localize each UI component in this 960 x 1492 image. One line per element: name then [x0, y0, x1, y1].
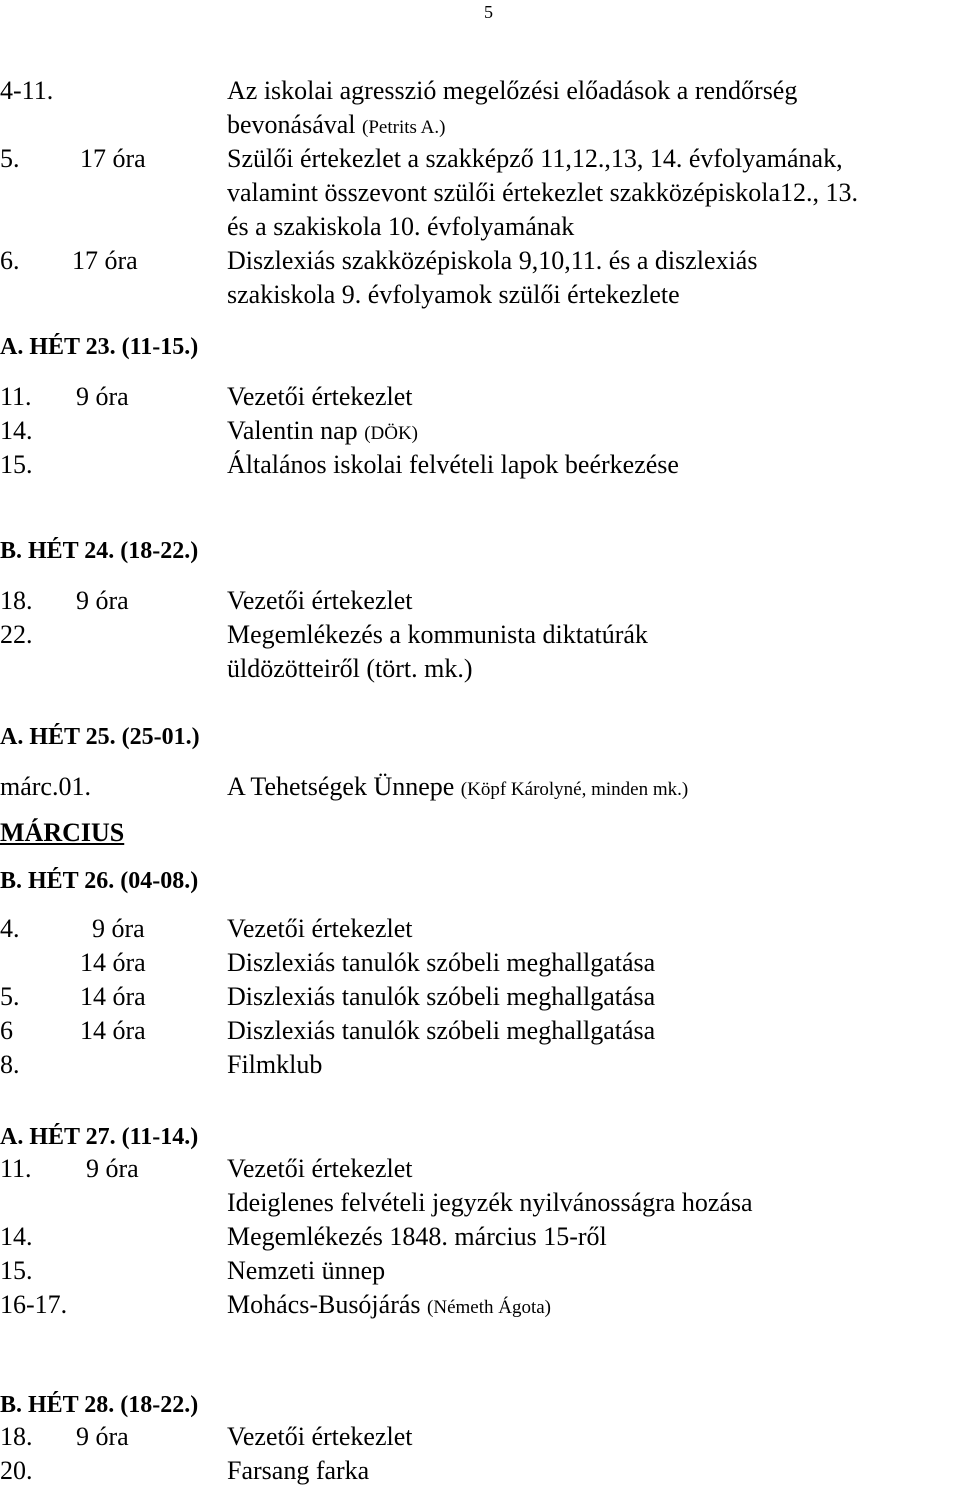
week-heading: B. HÉT 24. (18-22.): [0, 538, 199, 564]
week-heading: A. HÉT 27. (11-14.): [0, 1124, 199, 1150]
entry-text: Vezetői értekezlet: [227, 1422, 413, 1451]
entry-text: Diszlexiás tanulók szóbeli meghallgatása: [227, 948, 656, 977]
entry-time: 9 óra: [76, 1422, 129, 1451]
entry-date: 16-17.: [0, 1290, 68, 1319]
entry-text: Vezetői értekezlet: [227, 586, 413, 615]
entry-text: Diszlexiás szakközépiskola 9,10,11. és a diszlexiás: [227, 246, 758, 275]
month-heading: MÁRCIUS: [0, 818, 125, 847]
entry-time: 17 óra: [72, 246, 138, 275]
entry-text: szakiskola 9. évfolyamok szülői értekezlete: [227, 280, 680, 309]
entry-time: 9 óra: [86, 1154, 139, 1183]
entry-note: (Petrits A.): [362, 117, 446, 138]
entry-date: 4.: [0, 914, 20, 943]
entry-time: 17 óra: [80, 144, 146, 173]
entry-date: 4-11.: [0, 76, 54, 105]
entry-text: Vezetői értekezlet: [227, 382, 413, 411]
entry-text: Vezetői értekezlet: [227, 1154, 413, 1183]
week-heading: A. HÉT 25. (25-01.): [0, 724, 200, 750]
entry-text: Nemzeti ünnep: [227, 1256, 386, 1285]
entry-text: Farsang farka: [227, 1456, 370, 1485]
entry-text: Filmklub: [227, 1050, 323, 1079]
entry-text: Általános iskolai felvételi lapok beérkezése: [227, 450, 679, 479]
entry-date: 8.: [0, 1050, 20, 1079]
entry-text: és a szakiskola 10. évfolyamának: [227, 212, 575, 241]
entry-date: 15.: [0, 1256, 33, 1285]
entry-date: 5.: [0, 144, 20, 173]
entry-note: (DÖK): [364, 423, 419, 444]
week-heading: A. HÉT 23. (11-15.): [0, 334, 199, 360]
entry-text: bevonásával (Petrits A.): [227, 110, 446, 139]
week-heading: B. HÉT 26. (04-08.): [0, 868, 199, 894]
entry-text: valamint összevont szülői értekezlet szakközépiskola12., 13.: [227, 178, 859, 207]
entry-date: 14.: [0, 1222, 33, 1251]
entry-note: (Köpf Károlyné, minden mk.): [460, 779, 689, 800]
week-heading: B. HÉT 28. (18-22.): [0, 1392, 199, 1418]
entry-text: Mohács-Busójárás (Németh Ágota): [227, 1290, 551, 1319]
entry-text: Valentin nap (DÖK): [227, 416, 419, 445]
entry-text: Szülői értekezlet a szakképző 11,12.,13, 14. évfolyamának,: [227, 144, 843, 173]
entry-date: 6.: [0, 246, 20, 275]
entry-note: (Németh Ágota): [427, 1297, 551, 1318]
entry-time: 9 óra: [76, 382, 129, 411]
entry-date: márc.01.: [0, 772, 91, 801]
entry-date: 20.: [0, 1456, 33, 1485]
entry-date: 18.: [0, 586, 33, 615]
entry-text: Ideiglenes felvételi jegyzék nyilvánosságra hozása: [227, 1188, 753, 1217]
entry-text: Megemlékezés a kommunista diktatúrák: [227, 620, 648, 649]
entry-text: Diszlexiás tanulók szóbeli meghallgatása: [227, 1016, 656, 1045]
entry-text: Megemlékezés 1848. március 15-ről: [227, 1222, 607, 1251]
entry-date: 5.: [0, 982, 20, 1011]
entry-time: 14 óra: [80, 1016, 146, 1045]
entry-time: 9 óra: [92, 914, 145, 943]
entry-text: üldözötteiről (tört. mk.): [227, 654, 473, 683]
entry-text: Diszlexiás tanulók szóbeli meghallgatása: [227, 982, 656, 1011]
entry-date: 22.: [0, 620, 33, 649]
entry-date: 6: [0, 1016, 13, 1045]
entry-date: 18.: [0, 1422, 33, 1451]
entry-text: A Tehetségek Ünnepe (Köpf Károlyné, minden mk.): [227, 772, 689, 801]
entry-time: 9 óra: [76, 586, 129, 615]
entry-date: 14.: [0, 416, 33, 445]
entry-date: 11.: [0, 1154, 32, 1183]
entry-date: 11.: [0, 382, 32, 411]
entry-text: Az iskolai agresszió megelőzési előadások a rendőrség: [227, 76, 798, 105]
entry-text: Vezetői értekezlet: [227, 914, 413, 943]
page-number: 5: [484, 2, 493, 22]
entry-time: 14 óra: [80, 948, 146, 977]
entry-date: 15.: [0, 450, 33, 479]
entry-time: 14 óra: [80, 982, 146, 1011]
